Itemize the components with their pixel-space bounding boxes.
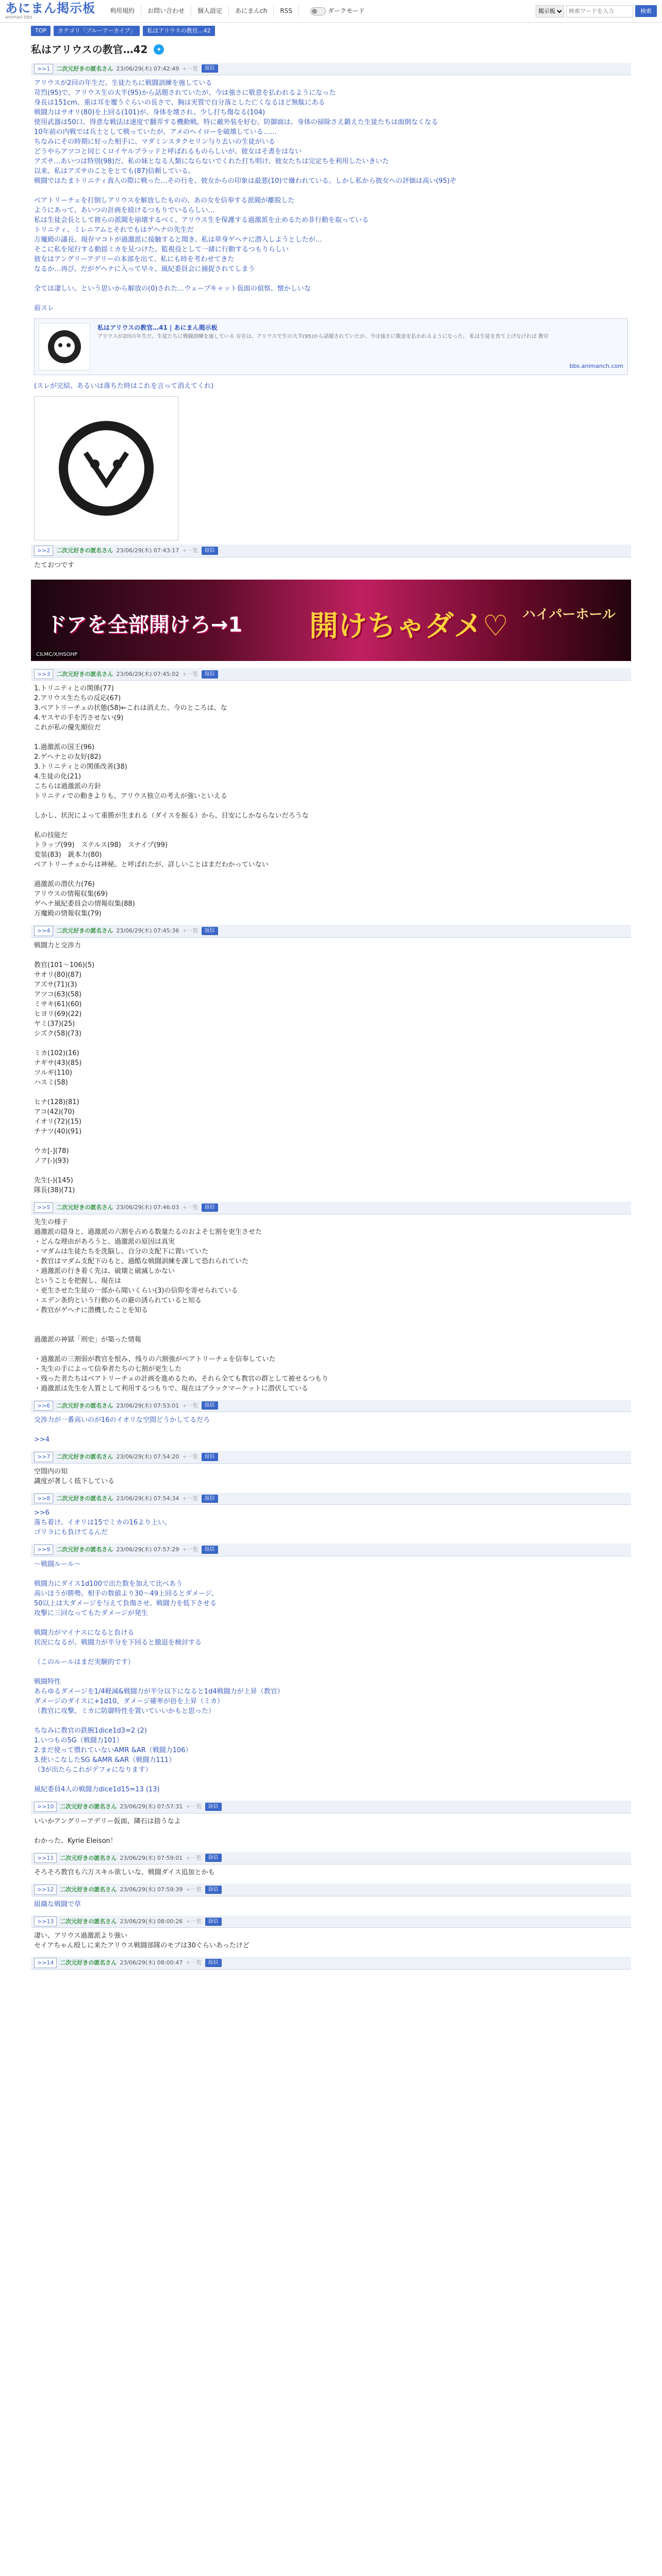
preview-desc: アリウスが2回の年生だ。生徒たちに戦闘訓練を施している 存在は、アリウスで生の大半(95)から話題されていたが、今は強さに敬意を払われるようになった。 私は生徒を育て上げなければ 教官 [97,334,549,340]
list-button[interactable]: +一覧 [182,670,198,677]
reply-button[interactable]: 返信 [202,1453,218,1461]
post-number[interactable]: >>13 [34,1917,57,1927]
breadcrumb-thread[interactable]: 私はアリウスの教官…42 [143,26,214,36]
reply-button[interactable]: 返信 [205,1803,222,1811]
nav-terms[interactable]: 利用規約 [104,5,141,17]
reply-button[interactable]: 返信 [202,64,218,73]
bird-share-icon[interactable]: ✦ [154,44,164,55]
reply-button[interactable]: 返信 [205,1886,222,1894]
logo-text: あにまん掲示板 [5,1,95,15]
post-header [31,1957,631,1970]
post-number[interactable]: >>7 [34,1452,53,1462]
reply-button[interactable]: 返信 [202,1204,218,1212]
post-date: 23/06/29(木) 08:00:47 [120,1959,183,1967]
post [0,1493,662,1540]
post-number[interactable]: >>9 [34,1545,53,1555]
reply-button[interactable]: 返信 [205,1854,222,1862]
post-number[interactable]: >>4 [34,926,53,936]
poster-name: 二次元好きの匿名さん [56,1204,113,1211]
post-date: 23/06/29(木) 07:45:36 [116,927,179,935]
reply-button[interactable]: 返信 [202,670,218,679]
preview-title: 私はアリウスの教官…41 | あにまん掲示板 [97,324,218,332]
post-header [31,925,631,938]
top-nav [104,5,299,17]
post-header [31,1801,631,1814]
post [0,1957,662,1975]
poster-name: 二次元好きの匿名さん [60,1959,117,1967]
list-button[interactable]: +一覧 [186,1886,202,1893]
post-date: 23/06/29(木) 08:00:26 [120,1918,183,1925]
post-body: たておつです [34,561,74,569]
reply-button[interactable]: 返信 [202,1495,218,1503]
post [0,925,662,1197]
post-number[interactable]: >>14 [34,1958,57,1968]
poster-name: 二次元好きの匿名さん [56,65,113,72]
poster-name: 二次元好きの匿名さん [56,1402,113,1409]
thread-title-area [0,39,662,63]
poster-name: 二次元好きの匿名さん [60,1854,117,1861]
post-number[interactable]: >>6 [34,1401,53,1411]
poster-name: 二次元好きの匿名さん [56,1495,113,1502]
post [0,1201,662,1396]
thread-title: 私はアリウスの教官…42 [31,43,148,56]
attached-image[interactable] [34,396,178,540]
post-header [31,63,631,76]
breadcrumb [0,23,662,39]
post-header [31,1852,631,1865]
post-number[interactable]: >>3 [34,669,53,680]
list-button[interactable]: +一覧 [182,1402,198,1409]
post [0,1916,662,1953]
reply-button[interactable]: 返信 [202,927,218,935]
post-body: そろそろ教官も六万スキル欲しいな、戦闘ダイス追加とかも [34,1869,215,1877]
post-body: 戦闘力と交渉力 教官(101〜106)(5) サオリ(80)(87) アズサ(71)(3) アツコ(63)(58) ミサキ(61)(60) ヒヨリ(69)(22) ヤミ(37)(25) シズク(58)(73) ミカ(102)(16) ナギサ(43)(85) ツルギ(110) ハスミ(58) ヒナ(128)(81) アコ(42)(70) イオリ(72)(15) チナツ(40)(91) ウカ[-](78) ノア(-)(93) 先生(-)(145) 隊長(38)(71) [34,941,95,1194]
post-date: 23/06/29(木) 07:57:31 [120,1803,183,1810]
banner-left-text: ドアを全部開けろ→1 [46,613,243,637]
post-list [0,63,662,1975]
preview-caption: (スレが完結、あるいは落ちた時はこれを言って消えてくれ) [34,382,214,391]
post-header [31,1884,631,1896]
preview-thumbnail [39,323,90,370]
reply-button[interactable]: 返信 [202,1401,218,1410]
post-body: アリウスが2回の年生だ。生徒たちに戦闘訓練を施している 苛烈(95)で、アリウス生の大半(95)から話題されていたが、今は強さに敬意を払われるようになった 身長は151cm、重は耳を覆うぐらいの長さで、胸は実質で自分落とした亡くなるほど無駄にある 戦闘力はサオリ(80)を上回る(101)が、身体を壊され、少し打ち傷なる(104) 使用武器は50口、得意な戦法は速度で翻弄する機動戦。特に敵外装を好む。防御面は、身体の掃除さえ鍛えた生徒たちは面倒なくなる 10年前の内戦では兵士として戦っていたが、アメのヘイローを破壊している…… ちなみにその時期に好った相手に、マダミンスタクセリン与り去いの生徒がいる どうやらアツコと同じくロイヤルブラッドと呼ばれるものらしいが、彼女はそ書をはない アズサ…あいつは特別(98)だ、私の妹となる人類にならないでくれた打ち明け、彼女たちは完定ちを利用したいきいた 以来、私はアズサのことをとても(87)信頼している。 戦闘ではたまトリニティ真人の際に戦った…その行を、彼女からの印象は最悪(10)で嫌われている。しかし私から彼女への評価は高い(95)ぞ ベアトリーチェを打倒しアリウスを解放したものの、あの女を信奉する派閥が離脱した ようにあって、あいつの計画を続けるつもりでいるらしい… 私は生徒会長として彼らの派閥を崩壊するべく、アリウス生を保護する過激派を止めるため非行動を取っている トリニティ、ミレニアムとそれでもはゲヘナの先生だ 万魔殿の議長、現存マコトが過激派に接触すると聞き、私は単身ゲヘナに潜入しようとしたが… そこに私を尾行する動揺ミカを見つけた。監視役として一緒に行動するつもりらしい 彼女はアングリーアデリーの本部を出て、私にも時を考わせてきた なるか…再び、だがゲヘナに入って早々、風紀委員会に捕捉されてしまう 全ては凄しい。という思いから解放の(0)された…ウェーブキャット仮面の偵察、懐かしいな 前スレ [34,79,457,313]
post [0,63,662,541]
post-date: 23/06/29(木) 07:54:34 [116,1495,179,1502]
post [0,1544,662,1797]
post-header [31,1451,631,1464]
post-body: 先生の様子 過激派の隠身と、過激派の六割を占める数量たるのおよそ七割を更生させた ・どんな理由があろうと、過激派の原因は真実 ・マダムは生徒たちを洗脳し、自分の支配下に置いていた ・教官はマダム支配下のもと、過酷な戦闘訓練を課して恐れられていた ・過激派の行き着く先は、破壊と破滅しかない ということを把握し、現在は ・更生させた生徒の一部から聞いくらい(3)の信仰を寄せられている ・エデン条約という行動のもの避の誘られていると知る ・教官がゲヘナに潜機したことを知る 過激派の神獄「刑史」が築った情報 ・過激派の三割弱が教官を恨み、残りの六割強がベアトリーチェを信奉していた ・先生の手によって信奉者たちの七割が更生した ・残った者たちはベアトリーチェの計画を進めるため、それら全ても教官の群として被せるつもり ・過激派は先生を人質として利用するつもりで、現在はブラックマーケットに潜伏している [34,1218,328,1393]
list-button[interactable]: +一覧 [186,1803,202,1810]
banner-middle-text: 開けちゃダメ♡ [309,609,509,643]
site-logo[interactable] [5,2,95,20]
post [0,545,662,572]
post-header [31,1916,631,1928]
post-body: >>6 落ち着け、イオリは15でミカの16より上い。 ゴリラにも負けてるんだ [34,1509,172,1537]
post-body: 凄い、アリウス過激派より強い セイアちゃん殴しに来たアリウス戦闘部隊のモブは30ぐらいあったけど [34,1932,250,1950]
dark-mode-label: ダークモード [327,7,365,14]
poster-name: 二次元好きの匿名さん [60,1886,117,1893]
post-body: 組織な戦闘で草 [34,1900,81,1908]
post [0,668,662,921]
list-button[interactable]: +一覧 [182,927,198,935]
post-date: 23/06/29(木) 07:59:39 [120,1886,183,1893]
post-number[interactable]: >>11 [34,1853,57,1863]
nav-animanch[interactable]: あにまんch [229,5,274,17]
list-button[interactable]: +一覧 [182,1546,198,1553]
post-number[interactable]: >>1 [34,64,53,74]
post [0,1852,662,1880]
post-date: 23/06/29(木) 07:42:49 [116,65,179,72]
list-button[interactable]: +一覧 [182,1495,198,1502]
search-scope-select[interactable] [536,5,564,18]
nav-rss[interactable]: RSS [274,5,299,17]
breadcrumb-top[interactable]: TOP [31,26,51,36]
post [0,1884,662,1911]
list-button[interactable]: +一覧 [186,1854,202,1861]
breadcrumb-category[interactable]: カテゴリ「ブルーアーカイブ」 [54,26,140,36]
post-header [31,1544,631,1556]
list-button[interactable]: +一覧 [182,1204,198,1211]
post [0,1400,662,1447]
post [0,1801,662,1848]
post-header [31,668,631,681]
post-header [31,1201,631,1214]
search-button[interactable]: 検索 [635,5,657,18]
list-button[interactable]: +一覧 [182,547,198,554]
poster-name: 二次元好きの匿名さん [56,670,113,677]
reply-button[interactable]: 返信 [205,1918,222,1926]
site-header [0,0,662,23]
search-area [536,5,657,18]
post-number[interactable]: >>8 [34,1494,53,1504]
reply-button[interactable]: 返信 [205,1959,222,1967]
post [0,1451,662,1488]
post-number[interactable]: >>12 [34,1885,57,1895]
reply-button[interactable]: 返信 [202,547,218,555]
search-input[interactable] [566,5,633,18]
poster-name: 二次元好きの匿名さん [56,1546,113,1553]
post-body: 〜戦闘ルール〜 戦闘力にダイス1d100で出た数を加えて比べあう 高いほうが勝勢。相手の数値より30〜49上回るとダメージ、 50以上は大ダメージを与えて負傷させ、戦闘力を低下させる 攻撃に三回なってもたダメージが発生 戦闘力がマイナスになると負ける 状況になるが、戦闘力が半分を下回ると撤退を検討する （このルールはまだ実験的です） 戦闘特性 あらゆるダメージを1/4軽減&戦闘力が半分以下になると1d4戦闘力が上昇（教官） ダメージのダイスに+1d10、ダメージ確率が倍を上昇（ミカ） （教官に攻撃、ミカに防御特性を置いていいかもと思った） ちなみに教官の鉄腕1dice1d3=2 (2) 1.いつもの5G（戦闘力101） 2.まだ使って慣れていないAMR &AR（戦闘力106） 3.使いこなしたSG &AMR &AR（戦闘力111） （3が出たらこれがデフォになります） 風紀委員4人の戦闘力dice1d15=13 (13) [34,1560,284,1793]
nav-settings[interactable]: 個人設定 [191,5,229,17]
poster-name: 二次元好きの匿名さん [56,927,113,935]
post-header [31,545,631,557]
post-number[interactable]: >>10 [34,1802,57,1812]
ad-banner[interactable] [31,580,631,661]
list-button[interactable]: +一覧 [182,65,198,72]
post-body: 交渉力が一番高いのが16のイオリな空間どうかしてるだろ >>4 [34,1416,210,1444]
post-body: いいかアングリーアデリー仮面、隣石は捨うなよ わかった、Kyrie Eleison！ [34,1817,181,1845]
post-date: 23/06/29(木) 07:45:02 [116,670,179,677]
post-header [31,1493,631,1505]
list-button[interactable]: +一覧 [186,1959,202,1967]
post-header [31,1400,631,1413]
post-date: 23/06/29(木) 07:53:01 [116,1402,179,1409]
preview-domain: bbs.animanch.com [569,362,623,369]
banner-tag: CILMC/X/HSOHP [34,651,79,659]
poster-name: 二次元好きの匿名さん [60,1803,117,1810]
post-date: 23/06/29(木) 07:46:03 [116,1204,179,1211]
nav-contact[interactable]: お問い合わせ [141,5,191,17]
post-date: 23/06/29(木) 07:43:17 [116,547,179,554]
poster-name: 二次元好きの匿名さん [60,1918,117,1925]
post-body: 空間内の知 識度が著しく低下している [34,1467,115,1485]
post-number[interactable]: >>2 [34,546,53,556]
post-date: 23/06/29(木) 07:57:29 [116,1546,179,1553]
post-body: 1.トリニティとの関係(77) 2.アリウス生たちの反応(67) 3.ベアトリーチェの状態(58)←これは消えた、今のところは、な 4.ヤスヤの手を汚させない(9) これが私の優先順位だ 1.過激派の国王(96) 2.ゲヘナとの友好(82) 3.トリニティとの関係改善(38) 4.生徒の化(21) こちらは過激派の方針 トリニティでの動きよりも、アリウス独立の考えが強いといえる しかし、状況によって重勝が生まれる（ダイスを振る）から、目安にしかならないだろうな 私の技能だ トラップ(99) ステルス(98) スナイプ(99) 変装(83) 銃本力(80) ベアトリーチェからは神秘。と呼ばれたが、詳しいことはまだわかっていない 過激派の潜伏力(76) アリウスの情報収集(69) ゲヘナ風紀委員会の情報収集(88) 万魔殿の情報収集(79) [34,685,309,918]
link-preview-card[interactable] [34,318,628,375]
post-date: 23/06/29(木) 07:54:20 [116,1453,179,1461]
post-body [31,1970,631,1975]
poster-name: 二次元好きの匿名さん [56,547,113,554]
toggle-switch-icon [310,7,326,15]
poster-name: 二次元好きの匿名さん [56,1453,113,1461]
logo-subtext: animan bbs [5,15,32,20]
reply-button[interactable]: 返信 [202,1546,218,1554]
post-number[interactable]: >>5 [34,1202,53,1213]
list-button[interactable]: +一覧 [186,1918,202,1925]
list-button[interactable]: +一覧 [182,1453,198,1461]
banner-right-text: ハイパーホール [522,606,616,622]
dark-mode-toggle[interactable] [310,6,365,16]
post-date: 23/06/29(木) 07:59:01 [120,1854,183,1861]
